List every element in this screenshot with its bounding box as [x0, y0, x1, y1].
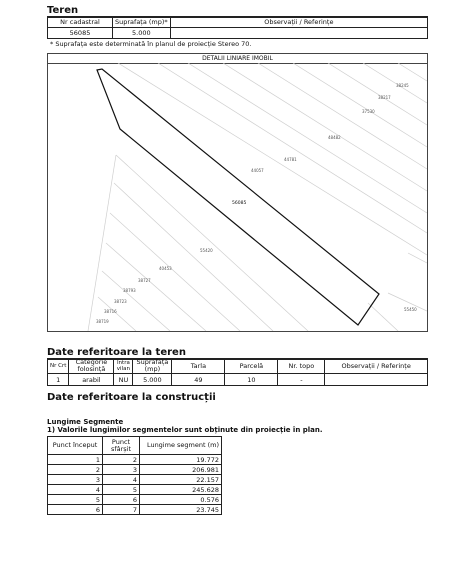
label-parcel-6: 44057 [251, 168, 264, 173]
teren-cell-observatii [170, 28, 427, 39]
segment-row-6-end: 7 [103, 505, 140, 515]
teren-cell-cadastral: 56085 [48, 28, 113, 39]
label-parcel-13: 38719 [96, 319, 109, 324]
date-teren-header-parcela: Parcelă [225, 359, 278, 374]
segment-row-4-length: 245.628 [140, 485, 222, 495]
date-teren-cell-tarla: 49 [172, 374, 225, 386]
plan-header: DETALII LINIARE IMOBIL [48, 54, 427, 64]
segmente-header-start: Punct început [48, 437, 103, 455]
date-teren-header-categorie: Categorie folosință [69, 359, 114, 374]
teren-title: Teren [47, 5, 79, 16]
label-parcel-2: 38217 [378, 95, 391, 100]
date-teren-title: Date referitoare la teren [47, 347, 186, 358]
date-teren-header-nr: Nr Crt [48, 359, 69, 374]
segment-row-2-length: 206.981 [140, 465, 222, 475]
neighbour-parcel-lines [88, 63, 427, 331]
segment-row-2-end: 3 [103, 465, 140, 475]
plan-drawing [48, 63, 427, 331]
segment-row-1-end: 2 [103, 455, 140, 465]
segment-row-5-length: 0.576 [140, 495, 222, 505]
label-parcel-14: 55450 [404, 307, 417, 312]
teren-header-suprafata: Suprafața (mp)* [113, 17, 171, 28]
segment-row-4-end: 5 [103, 485, 140, 495]
segmente-header-length: Lungime segment (m) [140, 437, 222, 455]
segment-row-4-start: 4 [48, 485, 103, 495]
date-constructii-title: Date referitoare la construcții [47, 392, 216, 403]
plan-frame [47, 53, 428, 332]
segment-row-3-end: 4 [103, 475, 140, 485]
label-parcel-5: 44781 [284, 157, 297, 162]
segment-row-5-start: 5 [48, 495, 103, 505]
label-parcel-3: 37530 [362, 109, 375, 114]
label-parcel-11: 38723 [114, 299, 127, 304]
date-teren-cell-parcela: 10 [225, 374, 278, 386]
label-parcel-9: 38727 [138, 278, 151, 283]
segmente-title: Lungime Segmente [47, 418, 124, 426]
segmente-subtitle: 1) Valorile lungimilor segmentelor sunt obținute din proiecție în plan. [47, 426, 323, 434]
teren-note: * Suprafața este determinată în planul de proiecție Stereo 70. [50, 40, 252, 48]
date-teren-header-nr-topo: Nr. topo [278, 359, 325, 374]
date-teren-cell-intravilan: NU [114, 374, 133, 386]
segment-row-3-length: 22.157 [140, 475, 222, 485]
segment-row-6-start: 6 [48, 505, 103, 515]
label-parcel-7: 55420 [200, 248, 213, 253]
date-teren-header-observatii: Observații / Referințe [325, 359, 428, 374]
teren-cell-suprafata: 5.000 [113, 28, 171, 39]
label-parcel-4: 48482 [328, 135, 341, 140]
label-parcel-12: 38716 [104, 309, 117, 314]
label-main-parcel: 56085 [232, 201, 247, 206]
segmente-header-end: Punct sfârșit [103, 437, 140, 455]
date-teren-header-suprafata: Suprafața (mp) [133, 359, 172, 374]
segment-row-3-start: 3 [48, 475, 103, 485]
segment-row-1-length: 19.772 [140, 455, 222, 465]
date-teren-cell-suprafata: 5.000 [133, 374, 172, 386]
date-teren-header-intravilan: Intra vilan [114, 359, 133, 374]
segmente-table [47, 436, 222, 515]
segment-row-1-start: 1 [48, 455, 103, 465]
date-teren-header-tarla: Tarla [172, 359, 225, 374]
parcel-56085-boundary [97, 69, 379, 325]
segment-row-5-end: 6 [103, 495, 140, 505]
date-teren-table [47, 358, 428, 386]
teren-header-cadastral: Nr cadastral [48, 17, 113, 28]
date-teren-cell-categorie: arabil [69, 374, 114, 386]
teren-table [47, 16, 428, 39]
date-teren-cell-observatii [325, 374, 428, 386]
segment-row-2-start: 2 [48, 465, 103, 475]
label-parcel-10: 38793 [123, 288, 136, 293]
label-parcel-1: 38245 [396, 83, 409, 88]
segment-row-6-length: 23.745 [140, 505, 222, 515]
teren-header-observatii: Observații / Referințe [170, 17, 427, 28]
date-teren-cell-nr: 1 [48, 374, 69, 386]
date-teren-cell-nr-topo: - [278, 374, 325, 386]
label-parcel-8: 40453 [159, 266, 172, 271]
